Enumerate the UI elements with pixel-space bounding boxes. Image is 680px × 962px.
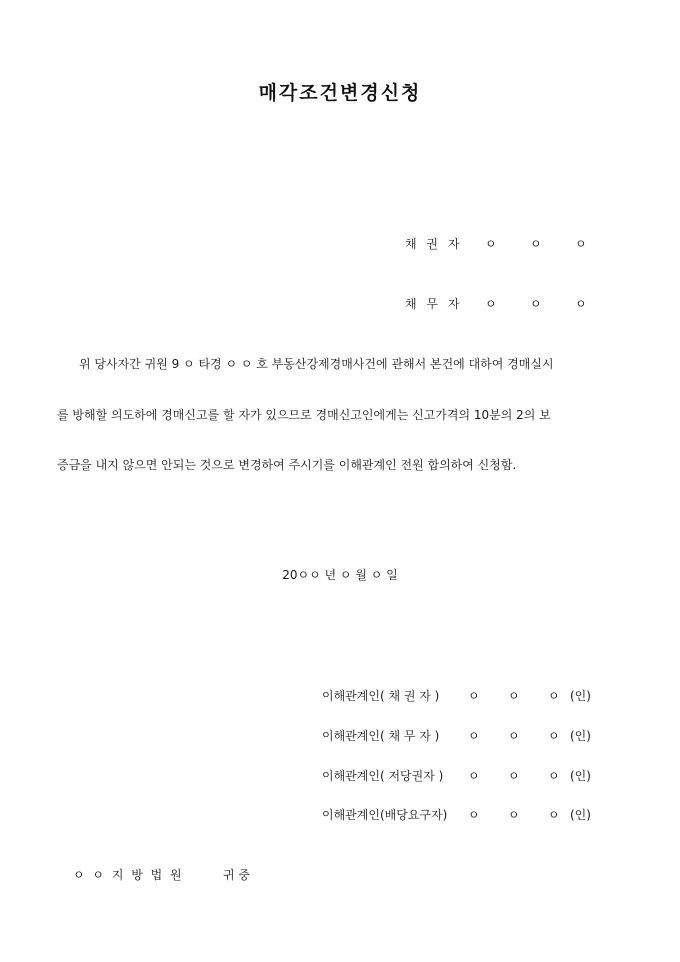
creditor-line [405, 235, 595, 252]
interested-party-label: 이해관계인( 채 무 자 ) [322, 729, 440, 743]
seal-mark: (인) [570, 729, 591, 743]
interested-party-debtor [322, 727, 591, 744]
name-mark: ㅇ [575, 297, 587, 311]
name-mark: ㅇ [468, 808, 480, 822]
name-mark: ㅇ [548, 769, 560, 783]
name-mark: ㅇ [485, 237, 497, 251]
name-mark: ㅇ [508, 729, 520, 743]
body-line-1: 위 당사자간 귀원 9 ㅇ 타경 ㅇ ㅇ 호 부동산강제경매사건에 관해서 본건에 대하여 경매실시 [79, 357, 554, 371]
name-mark: ㅇ [508, 689, 520, 703]
debtor-line [405, 295, 595, 312]
interested-party-label: 이해관계인(배당요구자) [322, 808, 448, 822]
name-mark: ㅇ [548, 689, 560, 703]
body-line-3: 증금을 내지 않으면 안되는 것으로 변경하여 주시기를 이해관계인 전원 합의하여 신청함. [57, 458, 517, 472]
name-mark: ㅇ [468, 689, 480, 703]
interested-party-mortgagee [322, 767, 591, 784]
seal-mark: (인) [570, 769, 591, 783]
name-mark: ㅇ [530, 297, 542, 311]
name-mark: ㅇ [575, 237, 587, 251]
name-mark: ㅇ [548, 808, 560, 822]
name-mark: ㅇ [530, 237, 542, 251]
interested-party-creditor [322, 687, 591, 704]
document-date: 20ㅇㅇ 년 ㅇ 월 ㅇ 일 [282, 568, 398, 582]
name-mark: ㅇ [485, 297, 497, 311]
court-name: ㅇ ㅇ 지 방 법 원 [73, 868, 184, 882]
name-mark: ㅇ [468, 769, 480, 783]
seal-mark: (인) [570, 689, 591, 703]
interested-party-label: 이해관계인( 채 권 자 ) [322, 689, 440, 703]
body-line-2: 를 방해할 의도하에 경매신고를 할 자가 있으므로 경매신고인에게는 신고가격의 10분의 2의 보 [57, 408, 551, 422]
seal-mark: (인) [570, 808, 591, 822]
name-mark: ㅇ [508, 769, 520, 783]
court-addressee [73, 866, 250, 883]
name-mark: ㅇ [548, 729, 560, 743]
document-title: 매각조건변경신청 [258, 82, 422, 104]
court-suffix: 귀 중 [223, 868, 250, 882]
interested-party-label: 이해관계인( 저당권자 ) [322, 769, 444, 783]
interested-party-distribution-claimant [322, 806, 591, 823]
creditor-label: 채 권 자 [405, 237, 463, 251]
debtor-label: 채 무 자 [405, 297, 463, 311]
name-mark: ㅇ [468, 729, 480, 743]
name-mark: ㅇ [508, 808, 520, 822]
